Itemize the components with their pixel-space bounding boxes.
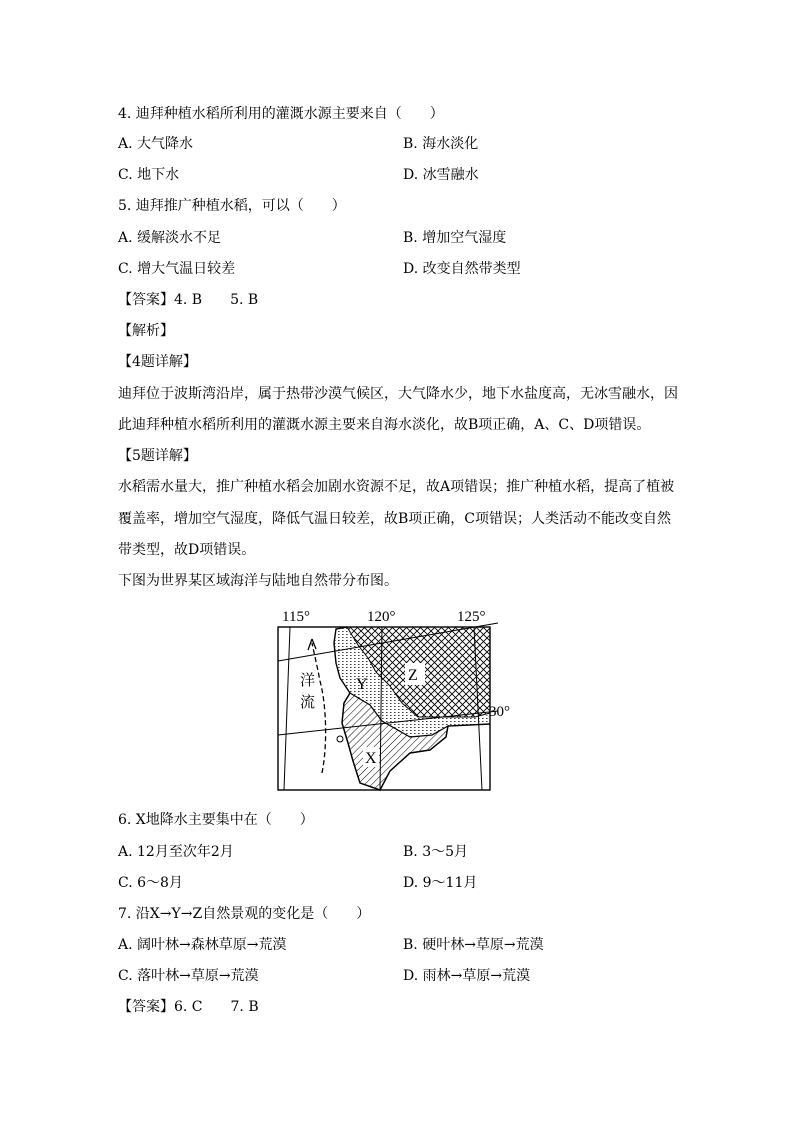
current-label-2: 流 [300, 695, 316, 711]
q5-option-d: D. 改变自然带类型 [403, 261, 521, 277]
q4-option-c: C. 地下水 [118, 167, 180, 183]
q7-option-c: C. 落叶林→草原→荒漠 [118, 968, 259, 984]
q4-option-b: B. 海水淡化 [403, 136, 479, 152]
q4-option-a: A. 大气降水 [118, 136, 194, 152]
lon-125-label: 125° [457, 609, 486, 625]
q7-option-b: B. 硬叶林→草原→荒漠 [403, 937, 544, 953]
q5-option-c: C. 增大气温日较差 [118, 261, 236, 277]
island [337, 736, 343, 742]
detail-5-line-3: 带类型，故D项错误。 [118, 542, 256, 558]
q5-option-a: A. 缓解淡水不足 [118, 230, 222, 246]
question-5-stem: 5. 迪拜推广种植水稻，可以（ ） [118, 198, 346, 214]
question-6-stem: 6. X地降水主要集中在（ ） [118, 812, 314, 828]
q7-option-d: D. 雨林→草原→荒漠 [403, 968, 531, 984]
q6-option-a: A. 12月至次年2月 [118, 844, 234, 860]
q6-option-d: D. 9～11月 [403, 875, 478, 891]
question-4-stem: 4. 迪拜种植水稻所利用的灌溉水源主要来自（ ） [118, 106, 444, 122]
zone-z-label: Z [408, 667, 418, 684]
natural-zone-map [270, 603, 520, 793]
lon-115-label: 115° [282, 609, 310, 625]
map-intro: 下图为世界某区域海洋与陆地自然带分布图。 [118, 573, 398, 589]
q4-option-d: D. 冰雪融水 [403, 167, 479, 183]
detail-4-label: 【4题详解】 [118, 354, 197, 370]
detail-4-line-2: 此迪拜种植水稻所利用的灌溉水源主要来自海水淡化，故B项正确，A、C、D项错误。 [118, 417, 651, 433]
detail-5-label: 【5题详解】 [118, 448, 197, 464]
answer-4-5: 【答案】4. B 5. B [118, 292, 259, 308]
q5-option-b: B. 增加空气湿度 [403, 230, 507, 246]
q6-option-b: B. 3～5月 [403, 844, 469, 860]
answer-6-7: 【答案】6. C 7. B [118, 999, 259, 1015]
q6-option-c: C. 6～8月 [118, 875, 183, 891]
map-svg [270, 603, 520, 793]
q7-option-a: A. 阔叶林→森林草原→荒漠 [118, 937, 287, 953]
detail-4-line-1: 迪拜位于波斯湾沿岸，属于热带沙漠气候区，大气降水少，地下水盐度高，无冰雪融水，因 [118, 386, 678, 402]
zone-x-label: X [365, 750, 377, 767]
detail-5-line-1: 水稻需水量大，推广种植水稻会加剧水资源不足，故A项错误；推广种植水稻，提高了植被 [118, 479, 675, 495]
analysis-label: 【解析】 [118, 323, 174, 339]
detail-5-line-2: 覆盖率，增加空气湿度，降低气温日较差，故B项正确，C项错误；人类活动不能改变自然 [118, 511, 671, 527]
lon-line-115 [284, 627, 290, 790]
question-7-stem: 7. 沿X→Y→Z自然景观的变化是（ ） [118, 906, 371, 922]
zone-y-label: Y [356, 676, 368, 693]
lon-120-label: 120° [367, 609, 396, 625]
current-label-1: 洋 [300, 673, 316, 689]
lat-30-label: 30° [489, 704, 510, 720]
